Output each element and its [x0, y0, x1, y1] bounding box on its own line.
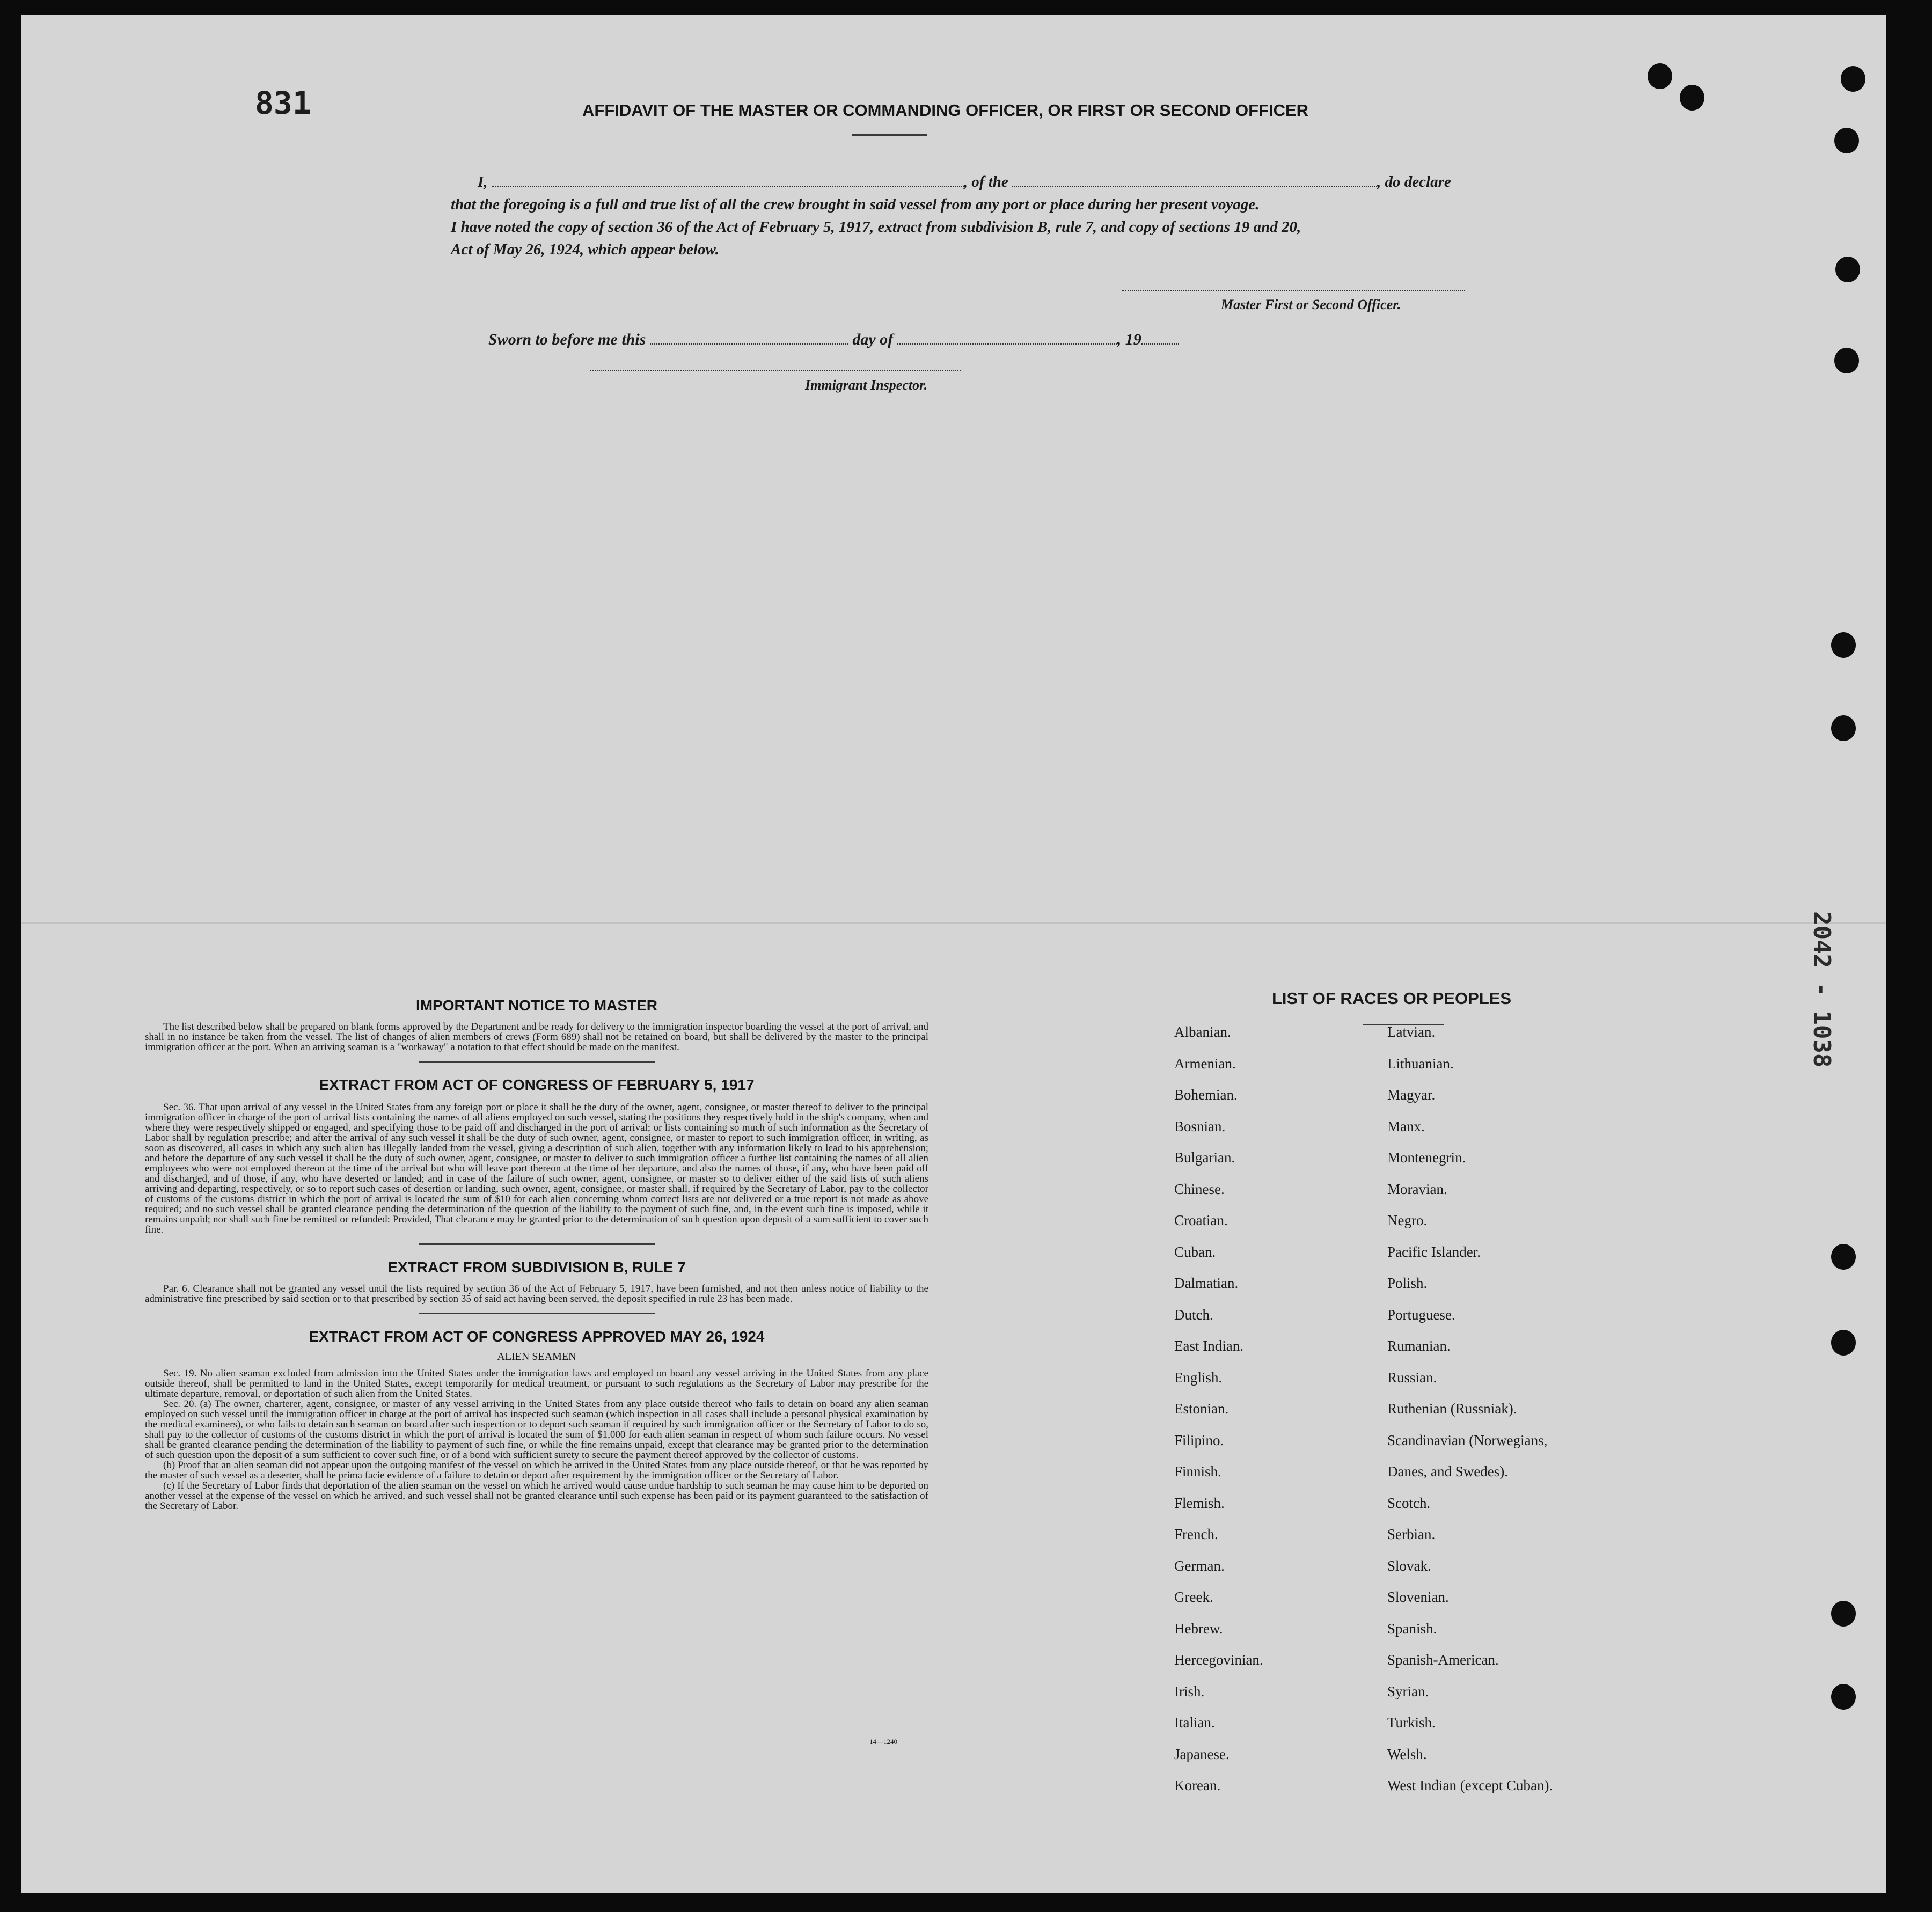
affidavit-body	[451, 171, 1503, 261]
race-item: German.	[1174, 1557, 1225, 1574]
race-item: Moravian.	[1387, 1181, 1447, 1197]
affidavit-title: AFFIDAVIT OF THE MASTER OR COMMANDING OFFICER, OR FIRST OR SECOND OFFICER	[582, 101, 1309, 120]
name-blank	[492, 174, 964, 187]
race-item: Filipino.	[1174, 1432, 1224, 1448]
inspector-signature-caption: Immigrant Inspector.	[805, 377, 928, 393]
races-title: LIST OF RACES OR PEOPLES	[1272, 989, 1512, 1008]
master-signature-line	[1122, 290, 1465, 291]
extract-rule7-title: EXTRACT FROM SUBDIVISION B, RULE 7	[387, 1259, 686, 1276]
extract-rule7-rule	[419, 1313, 655, 1314]
race-item: Pacific Islander.	[1387, 1243, 1481, 1260]
race-item: Dutch.	[1174, 1306, 1213, 1323]
race-item: Rumanian.	[1387, 1338, 1451, 1354]
extract-1917-title: EXTRACT FROM ACT OF CONGRESS OF FEBRUARY 5, 1917	[319, 1076, 755, 1093]
page-stamp-number: 831	[255, 85, 311, 121]
race-item: Polish.	[1387, 1275, 1428, 1291]
race-item: Bosnian.	[1174, 1118, 1226, 1134]
affidavit-line-4: Act of May 26, 1924, which appear below.	[451, 241, 719, 258]
affidavit-line-2: that the foregoing is a full and true list of all the crew brought in said vessel from any port or place during her present voyage.	[451, 196, 1260, 213]
race-item: Spanish.	[1387, 1620, 1437, 1637]
race-item: Croatian.	[1174, 1212, 1228, 1228]
punch-hole	[1834, 348, 1859, 373]
document-sheet	[21, 15, 1886, 1893]
race-item: Finnish.	[1174, 1463, 1221, 1479]
race-item: Lithuanian.	[1387, 1055, 1454, 1072]
race-item: Scandinavian (Norwegians,	[1387, 1432, 1548, 1448]
affidavit-line-3: I have noted the copy of section 36 of the Act of February 5, 1917, extract from subdivision B, rule 7, and copy of sections 19 and 20,	[451, 218, 1301, 236]
race-item: Armenian.	[1174, 1055, 1236, 1072]
affidavit-line-1	[451, 171, 1503, 193]
punch-hole	[1831, 715, 1856, 741]
race-item: Manx.	[1387, 1118, 1425, 1134]
race-item: Flemish.	[1174, 1495, 1225, 1511]
race-item: Korean.	[1174, 1777, 1221, 1793]
race-item: Slovenian.	[1387, 1589, 1449, 1605]
affidavit-i: I,	[478, 173, 488, 191]
race-item: Cuban.	[1174, 1243, 1216, 1260]
punch-hole	[1648, 63, 1672, 89]
race-item: Bulgarian.	[1174, 1149, 1235, 1166]
race-item: Japanese.	[1174, 1746, 1230, 1762]
race-item: Portuguese.	[1387, 1306, 1455, 1323]
sworn-month-blank	[897, 332, 1117, 345]
notice-text: The list described below shall be prepared on blank forms approved by the Department and be ready for delivery to the immigration inspector boarding the vessel at the port of arrival, and shall in no instance be taken from the vessel. The list of changes of alien members of crews (Form 689) shall not be retained on board, but shall be delivered by the master to the principal immigration officer at the port. When an arriving seaman is a "workaway" a notation to that effect should be made on the manifest.	[145, 1021, 928, 1053]
side-stamp: 2042 - 1038	[1808, 911, 1835, 1068]
extract-1917-rule	[419, 1243, 655, 1245]
race-item: Albanian.	[1174, 1024, 1231, 1040]
inspector-signature-line	[590, 370, 961, 371]
notice-rule	[419, 1061, 655, 1063]
races-right-column	[1387, 1024, 1553, 1809]
punch-hole	[1841, 66, 1865, 92]
race-item: Italian.	[1174, 1715, 1215, 1731]
extract-rule7-text: Par. 6. Clearance shall not be granted any vessel until the lists required by section 36 of the Act of February 5, 1917, have been furnished, and not then unless notice of liability to the administrative fine prescribed by said section or to that prescribed by section 35 of said act having been served, the deposit specified in rule 23 has been made.	[145, 1283, 928, 1305]
race-item: Dalmatian.	[1174, 1275, 1239, 1291]
vessel-blank	[1012, 174, 1377, 187]
sworn-year-blank	[1141, 332, 1179, 345]
punch-hole	[1831, 632, 1856, 658]
race-item: Hebrew.	[1174, 1620, 1223, 1637]
affidavit-of-the: , of the	[963, 173, 1008, 191]
races-left-column	[1174, 1024, 1263, 1809]
race-item: Slovak.	[1387, 1557, 1431, 1574]
sec20a-text: Sec. 20. (a) The owner, charterer, agent, consignee, or master of any vessel arriving in the United States from any place outside thereof who fails to detain on board any alien seaman employed on such vessel until the immigration officer in charge at the port of arrival has inspected such seaman (which inspection in all cases shall include a personal physical examination by the medical examiners), or who fails to detain such seaman on board after such inspection or to deport such seaman if required by such immigration officer or the Secretary of Labor to do so, shall pay to the collector of customs of the customs district in which the port of arrival is located the sum of $1,000 for each alien seaman in respect of whom such failure occurs. No vessel shall be granted clearance pending the determination of the liability to payment of such fine, or while the fine remains unpaid, except that clearance may be granted prior to the determination of such question upon the deposit of a sum sufficient to cover such fine, or of a bond with sufficient surety to secure the payment thereof approved by the collector of customs.	[145, 1398, 928, 1461]
extract-1924-title: EXTRACT FROM ACT OF CONGRESS APPROVED MAY 26, 1924	[309, 1328, 765, 1345]
race-item: Serbian.	[1387, 1526, 1436, 1542]
form-number: 14—1240	[869, 1738, 897, 1746]
affidavit-title-rule	[852, 134, 927, 136]
extract-1917-text: Sec. 36. That upon arrival of any vessel in the United States from any foreign port or place it shall be the duty of the owner, agent, consignee, or master thereof to deliver to the principal immigration officer in charge of the port of arrival lists containing the names of all aliens employed on such vessel, stating the positions they respectively hold in the ship's company, when and where they were respectively shipped or engaged, and specifying those to be paid off and discharged in the port of arrival; or lists containing so much of such information as the Secretary of Labor shall by regulation prescribe; and after the arrival of any such vessel it shall be the duty of such owner, agent, consignee, or master to report to such immigration officer, in writing, as soon as discovered, all cases in which any such alien has illegally landed from the vessel, giving a description of such alien, together with any information likely to lead to his apprehension; and before the departure of any such vessel it shall be the duty of such owner, agent, consignee, or master to deliver to such immigration officer a further list containing the names of all alien employees who were not employed thereon at the time of the arrival but who will leave port thereon at the time of her departure, and also the names of those, if any, who have been paid off and discharged, and of those, if any, who have deserted or landed; and in case of the failure of such owner, agent, consignee, or master so to deliver either of the said lists of such aliens arriving and departing, respectively, or so to report such cases of desertion or landing, such owner, agent, consignee, or master shall, if required by the Secretary of Labor, pay to the collector of customs of the customs district in which the port of arrival is located the sum of $10 for each alien concerning whom correct lists are not delivered or a true report is not made as above required; and no such vessel shall be granted clearance pending the determination of the question of the liability to the payment of such fine, and, in the event such fine is imposed, while it remains unpaid; nor shall such fine be remitted or refunded: Provided, That clearance may be granted prior to the determination of such question upon deposit of a sum sufficient to cover such fine.	[145, 1102, 928, 1235]
punch-hole	[1831, 1684, 1856, 1710]
sworn-start: Sworn to before me this	[488, 331, 646, 348]
punch-hole	[1831, 1330, 1856, 1356]
race-item: Chinese.	[1174, 1181, 1225, 1197]
sec19-text: Sec. 19. No alien seaman excluded from admission into the United States under the immigration laws and employed on board any vessel arriving in the United States from any place outside thereof, shall be permitted to land in the United States, except temporarily for medical treatment, or pursuant to such regulations as the Secretary of Labor may prescribe for the ultimate departure, removal, or deportation of such alien from the United States.	[145, 1368, 928, 1400]
sec20b-text: (b) Proof that an alien seaman did not appear upon the outgoing manifest of the vessel on which he arrived in the United States from any place outside thereof, or that he was reported by the master of such vessel as a deserter, shall be prima facie evidence of a failure to detain or deport after requirement by the immigration officer or the Secretary of Labor.	[145, 1460, 928, 1481]
punch-hole	[1835, 257, 1860, 282]
race-item: Latvian.	[1387, 1024, 1436, 1040]
race-item: French.	[1174, 1526, 1218, 1542]
master-signature-caption: Master First or Second Officer.	[1221, 297, 1401, 312]
race-item: Russian.	[1387, 1369, 1437, 1386]
race-item: Danes, and Swedes).	[1387, 1463, 1508, 1479]
sworn-day-of: day of	[852, 331, 894, 348]
legal-extracts	[145, 997, 928, 1511]
race-item: Irish.	[1174, 1683, 1205, 1699]
punch-hole	[1834, 128, 1859, 153]
punch-hole	[1831, 1601, 1856, 1627]
fold-line	[21, 922, 1886, 924]
punch-hole	[1831, 1244, 1856, 1270]
race-item: Turkish.	[1387, 1715, 1436, 1731]
race-item: Estonian.	[1174, 1401, 1229, 1417]
race-item: Magyar.	[1387, 1087, 1436, 1103]
sec20c-text: (c) If the Secretary of Labor finds that deportation of the alien seaman on the vessel on which he arrived would cause undue hardship to such seaman he may cause him to be deported on another vessel at the expense of the vessel on which he arrived, and such vessel shall not be granted clearance until such expense has been paid or its payment guaranteed to the satisfaction of the Secretary of Labor.	[145, 1480, 928, 1512]
notice-title: IMPORTANT NOTICE TO MASTER	[415, 997, 658, 1014]
affidavit-do-declare: , do declare	[1377, 173, 1451, 191]
sworn-year-prefix: , 19	[1117, 331, 1141, 348]
sworn-line	[488, 331, 1179, 349]
race-item: West Indian (except Cuban).	[1387, 1777, 1553, 1793]
extract-1924-subtitle: ALIEN SEAMEN	[497, 1351, 576, 1362]
race-item: English.	[1174, 1369, 1223, 1386]
race-item: Greek.	[1174, 1589, 1213, 1605]
race-item: Syrian.	[1387, 1683, 1429, 1699]
sworn-day-blank	[650, 332, 848, 345]
race-item: East Indian.	[1174, 1338, 1243, 1354]
punch-hole	[1680, 85, 1704, 111]
race-item: Montenegrin.	[1387, 1149, 1466, 1166]
race-item: Ruthenian (Russniak).	[1387, 1401, 1517, 1417]
race-item: Scotch.	[1387, 1495, 1431, 1511]
race-item: Hercegovinian.	[1174, 1652, 1263, 1668]
race-item: Bohemian.	[1174, 1087, 1238, 1103]
race-item: Negro.	[1387, 1212, 1428, 1228]
race-item: Welsh.	[1387, 1746, 1427, 1762]
race-item: Spanish-American.	[1387, 1652, 1499, 1668]
